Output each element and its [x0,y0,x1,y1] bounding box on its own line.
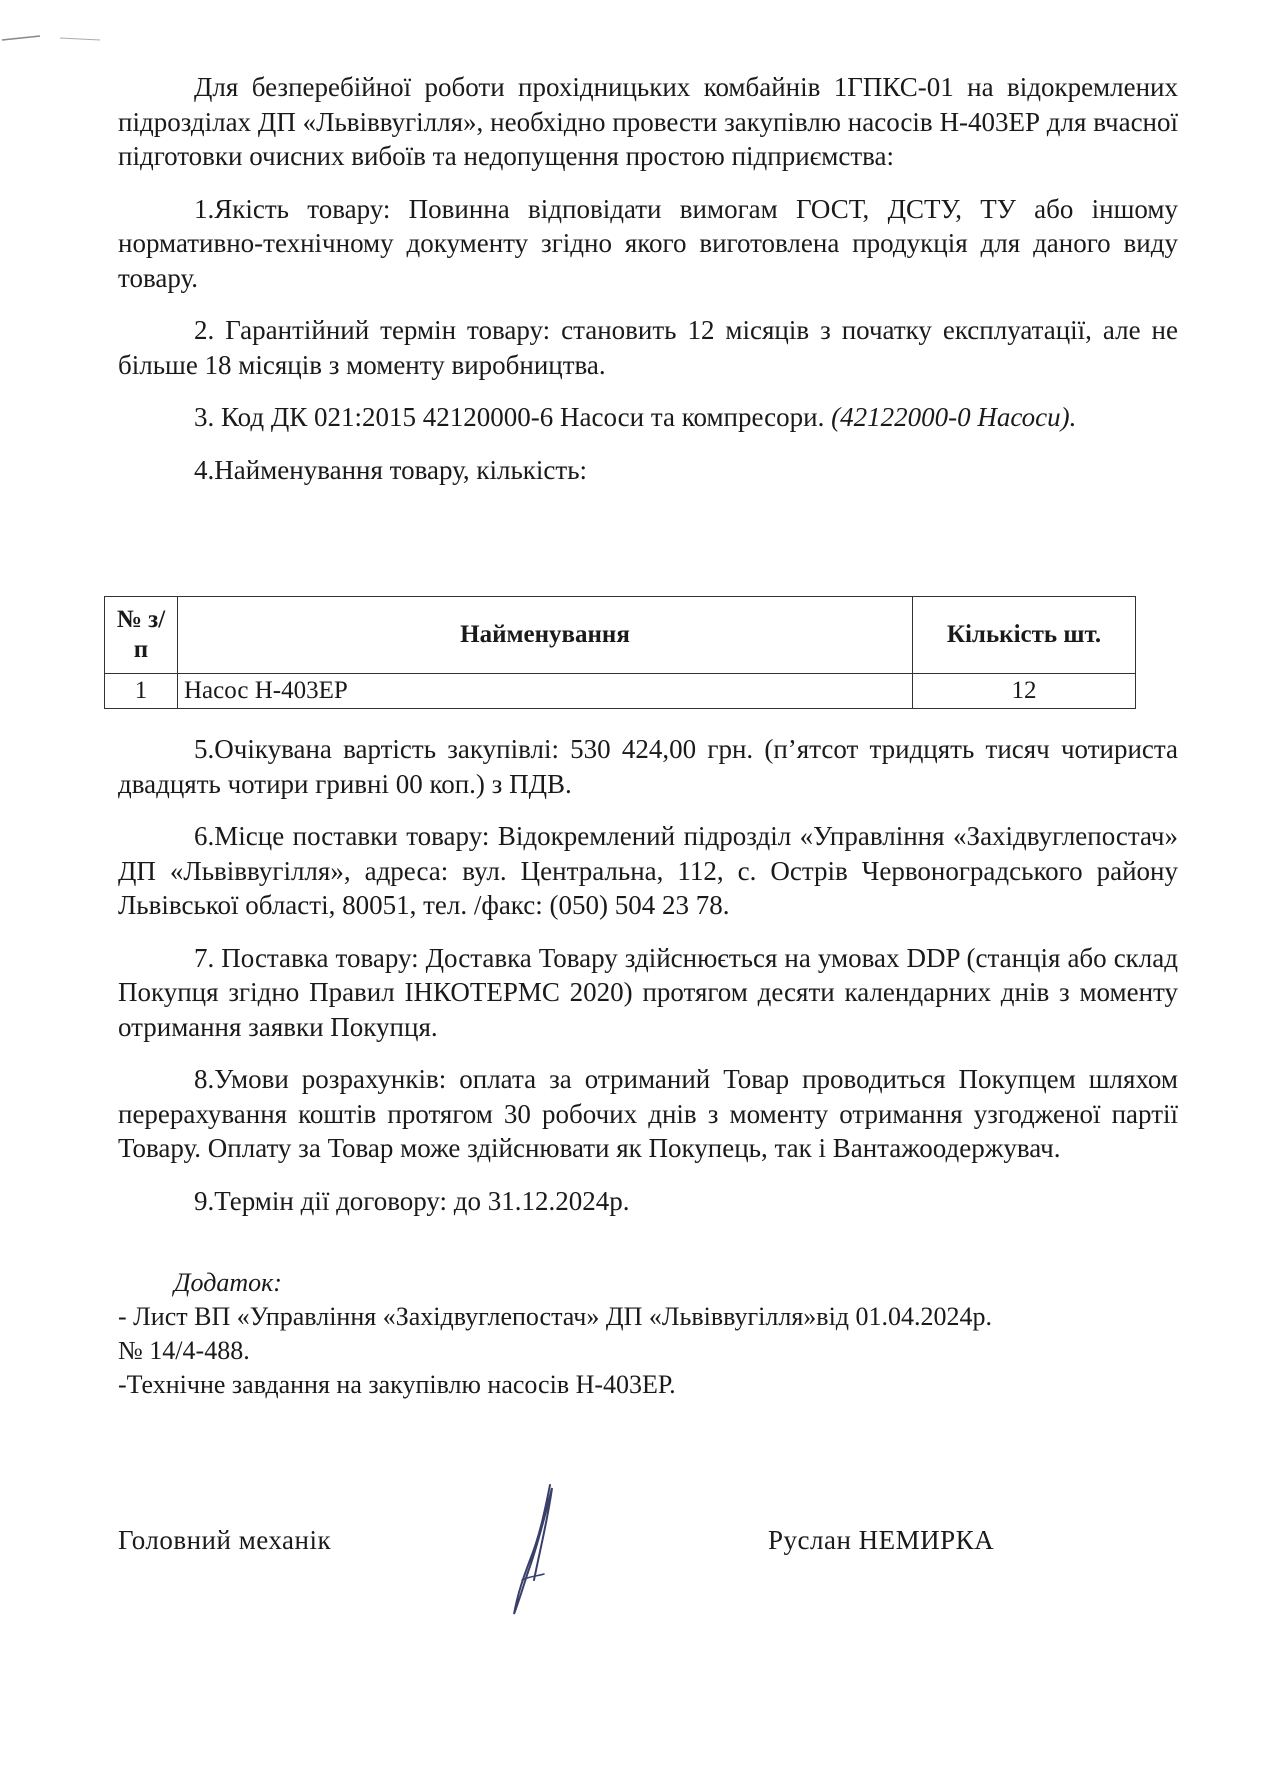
signer-name: Руслан НЕМИРКА [768,1525,995,1555]
handwritten-signature [500,1480,570,1620]
item-quality: 1.Якість товару: Повинна відповідати вимогам ГОСТ, ДСТУ, ТУ або іншому нормативно-технічному документу згідно якого виготовлена продукція для даного виду товару. [118,193,1178,293]
document-body-lower [118,732,1178,1218]
appendix-line: - Лист ВП «Управління «Західвуглепостач» ДП «Львіввугілля»від 01.04.2024р. [118,1302,993,1331]
appendix [118,1266,992,1402]
item-contract-term: 9.Термін дії договору: до 31.12.2024р. [194,1185,630,1216]
item-delivery-place: 6.Місце поставки товару: Відокремлений підрозділ «Управління «Західвуглепостач» ДП «Львіввугілля», адреса: вул. Центральна, 112, с. Острів Червоноградського району Львівської області, 80051, тел. /факс: (050) 504 23 78. [118,821,1178,920]
row-quantity: 12 [913,674,1136,709]
item-expected-cost: 5.Очікувана вартість закупівлі: 530 424,00 грн. (п’ятсот тридцять тисяч чотириста двадцять чотири гривні 00 коп.) з ПДВ. [118,734,1178,799]
item-cpv-code-main: 3. Код ДК 021:2015 42120000-6 Насоси та компресори. [194,402,825,432]
appendix-title: Додаток: [174,1268,282,1297]
item-delivery-terms: 7. Поставка товару: Доставка Товару здійснюється на умовах DDP (станція або склад Покупця згідно Правил ІНКОТЕРМС 2020) протягом десяти календарних днів з моменту отримання заявки Покупця. [118,942,1178,1042]
row-name: Насос Н-403ЕР [178,674,913,709]
item-cpv-code-sub: (42122000-0 Насоси). [831,402,1077,432]
document-body [118,70,1178,487]
scan-artifact-mark [0,30,110,44]
row-number: 1 [105,674,178,709]
table-row [105,674,1136,709]
item-cpv-code [118,400,1178,435]
signer-position: Головний механік [118,1525,332,1555]
item-payment-terms: 8.Умови розрахунків: оплата за отриманий Товар проводиться Покупцем шляхом перерахування коштів протягом 30 робочих днів з моменту отримання узгодженої партії Товару. Оплату за Товар може здійснювати як Покупець, так і Вантажоодержувач. [118,1064,1178,1163]
item-goods-name: 4.Найменування товару, кількість: [194,454,588,485]
item-warranty: 2. Гарантійний термін товару: становить 12 місяців з початку експлуатації, але не більше 18 місяців з моменту виробництва. [118,315,1178,380]
appendix-line: -Технічне завдання на закупівлю насосів Н-403ЕР. [118,1370,676,1399]
header-quantity: Кількість шт. [913,597,1136,674]
table-header-row [105,597,1136,674]
header-number: № з/п [105,597,178,674]
goods-table [104,596,1136,709]
header-name: Найменування [178,597,913,674]
intro-paragraph: Для безперебійної роботи прохідницьких комбайнів 1ГПКС-01 на відокремлених підрозділах ДП «Львіввугілля», необхідно провести закупівлю насосів Н-403ЕР для вчасної підготовки очисних вибоїв та недопущення простою підприємства: [118,72,1178,171]
appendix-line: № 14/4-488. [118,1336,250,1365]
